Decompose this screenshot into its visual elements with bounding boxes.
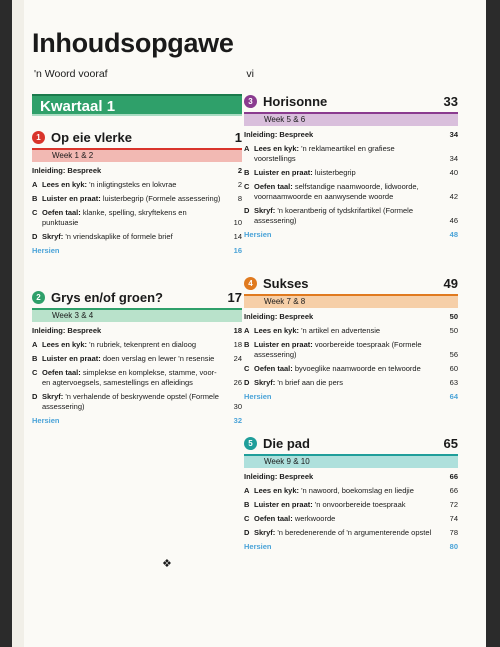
entry-letter: C <box>244 514 250 523</box>
toc-entry[interactable] <box>32 340 242 350</box>
entry-page: 48 <box>449 230 458 239</box>
entry-letter: A <box>32 180 38 189</box>
entry-page: 14 <box>233 232 242 241</box>
unit-page-number: 17 <box>227 290 242 305</box>
entry-keyword: Luister en praat: <box>42 194 101 203</box>
toc-entry[interactable] <box>244 514 458 524</box>
entry-page: 72 <box>449 500 458 509</box>
entry-page: 80 <box>449 542 458 551</box>
inleiding-entry[interactable] <box>244 312 458 322</box>
entry-page: 18 <box>233 340 242 349</box>
week-bar: Week 5 & 6 <box>244 114 458 126</box>
entry-text: Inleiding: Bespreek <box>244 312 314 321</box>
entry-page: 10 <box>233 218 242 227</box>
entry-letter: C <box>32 208 38 217</box>
entry-text: 'n rubriek, tekenprent en dialoog <box>87 340 197 349</box>
unit-1[interactable] <box>32 130 242 260</box>
kwartaal-banner: Kwartaal 1 <box>32 94 242 116</box>
entry-page: 34 <box>449 130 458 139</box>
entry-keyword: Oefen taal: <box>254 514 293 523</box>
entry-page: 74 <box>449 514 458 523</box>
entry-page: 60 <box>449 364 458 373</box>
entry-keyword: Lees en kyk: <box>42 180 88 189</box>
toc-entry[interactable] <box>244 206 458 226</box>
entry-keyword: Skryf: <box>42 232 64 241</box>
entry-letter: C <box>244 182 250 191</box>
toc-entry[interactable] <box>244 182 458 202</box>
entry-keyword: Skryf: <box>254 528 276 537</box>
unit-page-number: 65 <box>443 436 458 451</box>
unit-number-badge: 5 <box>244 437 257 450</box>
entry-keyword: Skryf: <box>42 392 64 401</box>
unit-page-number: 49 <box>443 276 458 291</box>
entry-keyword: Oefen taal: <box>254 182 293 191</box>
entry-page: 2 <box>237 180 242 189</box>
unit-title: Sukses <box>263 276 309 291</box>
entry-page: 24 <box>233 354 242 363</box>
entry-keyword: Oefen taal: <box>42 368 81 377</box>
entry-letter: D <box>32 232 38 241</box>
entry-page: 66 <box>449 486 458 495</box>
toc-entry[interactable] <box>244 326 458 336</box>
entry-letter: A <box>32 340 38 349</box>
entry-letter: D <box>244 528 250 537</box>
entry-page: 32 <box>233 416 242 425</box>
entry-letter: A <box>244 486 250 495</box>
entry-page: 46 <box>449 216 458 225</box>
entry-text: 'n nawoord, boekomslag en liedjie <box>299 486 414 495</box>
left-margin-strip <box>12 0 24 647</box>
entry-letter: B <box>244 340 250 349</box>
inleiding-entry[interactable] <box>32 166 242 176</box>
inleiding-entry[interactable] <box>32 326 242 336</box>
toc-entry[interactable] <box>244 168 458 178</box>
inleiding-entry[interactable] <box>244 130 458 140</box>
entry-keyword: Lees en kyk: <box>254 326 300 335</box>
toc-entry[interactable] <box>32 392 242 412</box>
week-bar: Week 1 & 2 <box>32 150 242 162</box>
preface-entry[interactable] <box>34 68 254 80</box>
entry-keyword: Oefen taal: <box>254 364 293 373</box>
entry-page: 18 <box>233 326 242 335</box>
entry-page: 66 <box>449 472 458 481</box>
unit-3[interactable] <box>244 94 458 244</box>
entry-text: luisterbegrip (Formele assessering) <box>100 194 221 203</box>
preface-label: 'n Woord vooraf <box>34 68 108 80</box>
entry-text: 'n onvoorbereide toespraak <box>312 500 406 509</box>
entry-keyword: Skryf: <box>254 378 276 387</box>
entry-text: Hersien <box>32 416 60 425</box>
page-title: Inhoudsopgawe <box>32 28 234 58</box>
toc-entry[interactable] <box>32 194 242 204</box>
entry-page: 56 <box>449 350 458 359</box>
toc-entry[interactable] <box>244 378 458 388</box>
entry-text: 'n beredenerende of 'n argumenterende opstel <box>275 528 432 537</box>
entry-text: Hersien <box>32 246 60 255</box>
entry-page: 40 <box>449 168 458 177</box>
unit-header[interactable] <box>32 290 242 308</box>
entry-keyword: Luister en praat: <box>254 168 313 177</box>
entry-page: 26 <box>233 378 242 387</box>
publisher-logo-icon: ❖ <box>162 558 172 570</box>
entry-page: 16 <box>233 246 242 255</box>
entry-letter: A <box>244 144 250 153</box>
entry-text: byvoeglike naamwoorde en telwoorde <box>292 364 421 373</box>
entry-page: 63 <box>449 378 458 387</box>
toc-entry[interactable] <box>244 144 458 164</box>
entry-letter: B <box>244 168 250 177</box>
entry-text: 'n brief aan die pers <box>275 378 343 387</box>
entry-letter: B <box>244 500 250 509</box>
entry-text: Inleiding: Bespreek <box>244 130 314 139</box>
toc-entry[interactable] <box>32 180 242 190</box>
unit-2[interactable] <box>32 290 242 430</box>
week-bar: Week 9 & 10 <box>244 456 458 468</box>
entry-keyword: Lees en kyk: <box>254 144 300 153</box>
entry-text: luisterbegrip <box>312 168 356 177</box>
unit-header[interactable] <box>32 130 242 148</box>
entry-text: werkwoorde <box>292 514 336 523</box>
unit-number-badge: 2 <box>32 291 45 304</box>
unit-page-number: 1 <box>234 130 242 145</box>
toc-entry[interactable] <box>32 208 242 228</box>
preface-page: vi <box>246 68 254 80</box>
unit-title: Horisonne <box>263 94 328 109</box>
entry-text: 'n inligtingsteks en lokvrae <box>87 180 177 189</box>
entry-keyword: Luister en praat: <box>254 340 313 349</box>
unit-title: Op eie vlerke <box>51 130 132 145</box>
entry-text: Hersien <box>244 230 272 239</box>
entry-page: 50 <box>449 326 458 335</box>
toc-entry[interactable] <box>32 232 242 242</box>
entry-keyword: Lees en kyk: <box>254 486 300 495</box>
entry-text: klanke, spelling, skryftekens en punktuasie <box>42 208 187 227</box>
toc-entry[interactable] <box>244 500 458 510</box>
hersien-entry[interactable] <box>244 542 458 552</box>
entry-text: 'n verhalende of beskrywende opstel (Formele assessering) <box>42 392 219 411</box>
entry-page: 78 <box>449 528 458 537</box>
unit-header[interactable] <box>244 276 458 294</box>
toc-entry[interactable] <box>32 368 242 388</box>
entry-page: 30 <box>233 402 242 411</box>
entry-letter: C <box>244 364 250 373</box>
hersien-entry[interactable] <box>244 230 458 240</box>
entry-text: Inleiding: Bespreek <box>32 166 102 175</box>
unit-title: Die pad <box>263 436 310 451</box>
entry-page: 50 <box>449 312 458 321</box>
entry-keyword: Skryf: <box>254 206 276 215</box>
entry-page: 2 <box>237 166 242 175</box>
entry-text: 'n reklameartikel en grafiese voorstellings <box>254 144 395 163</box>
entry-keyword: Luister en praat: <box>42 354 101 363</box>
entry-letter: B <box>32 354 38 363</box>
entry-text: 'n vriendskaplike of formele brief <box>63 232 173 241</box>
unit-number-badge: 1 <box>32 131 45 144</box>
toc-entry[interactable] <box>244 486 458 496</box>
toc-entry[interactable] <box>244 364 458 374</box>
toc-entry[interactable] <box>244 528 458 538</box>
unit-number-badge: 4 <box>244 277 257 290</box>
entry-text: Inleiding: Bespreek <box>32 326 102 335</box>
entry-text: voorbereide toespraak (Formele assessering) <box>254 340 422 359</box>
unit-5[interactable] <box>244 436 458 556</box>
entry-keyword: Lees en kyk: <box>42 340 88 349</box>
toc-entry[interactable] <box>244 340 458 360</box>
entry-text: 'n artikel en advertensie <box>299 326 381 335</box>
hersien-entry[interactable] <box>32 416 242 426</box>
entry-text: simplekse en komplekse, stamme, voor- en agtervoegsels, samestellings en afleidings <box>42 368 217 387</box>
unit-number-badge: 3 <box>244 95 257 108</box>
entry-page: 8 <box>237 194 242 203</box>
entry-text: Hersien <box>244 392 272 401</box>
entry-letter: A <box>244 326 250 335</box>
week-bar: Week 7 & 8 <box>244 296 458 308</box>
entry-page: 64 <box>449 392 458 401</box>
entry-text: Inleiding: Bespreek <box>244 472 314 481</box>
entry-keyword: Oefen taal: <box>42 208 81 217</box>
toc-entry[interactable] <box>32 354 242 364</box>
entry-letter: D <box>32 392 38 401</box>
unit-header[interactable] <box>244 94 458 112</box>
entry-text: 'n koerantberig of tydskrifartikel (Formele assessering) <box>254 206 413 225</box>
inleiding-entry[interactable] <box>244 472 458 482</box>
toc-page <box>12 0 486 647</box>
entry-letter: D <box>244 378 250 387</box>
unit-header[interactable] <box>244 436 458 454</box>
entry-text: doen verslag en lewer 'n resensie <box>100 354 215 363</box>
entry-page: 42 <box>449 192 458 201</box>
entry-text: Hersien <box>244 542 272 551</box>
entry-letter: D <box>244 206 250 215</box>
entry-letter: B <box>32 194 38 203</box>
entry-letter: C <box>32 368 38 377</box>
unit-title: Grys en/of groen? <box>51 290 163 305</box>
entry-text: selfstandige naamwoorde, lidwoorde, voornaamwoorde en aanwysende woorde <box>254 182 419 201</box>
unit-page-number: 33 <box>443 94 458 109</box>
week-bar: Week 3 & 4 <box>32 310 242 322</box>
hersien-entry[interactable] <box>244 392 458 402</box>
hersien-entry[interactable] <box>32 246 242 256</box>
entry-page: 34 <box>449 154 458 163</box>
entry-keyword: Luister en praat: <box>254 500 313 509</box>
unit-4[interactable] <box>244 276 458 406</box>
